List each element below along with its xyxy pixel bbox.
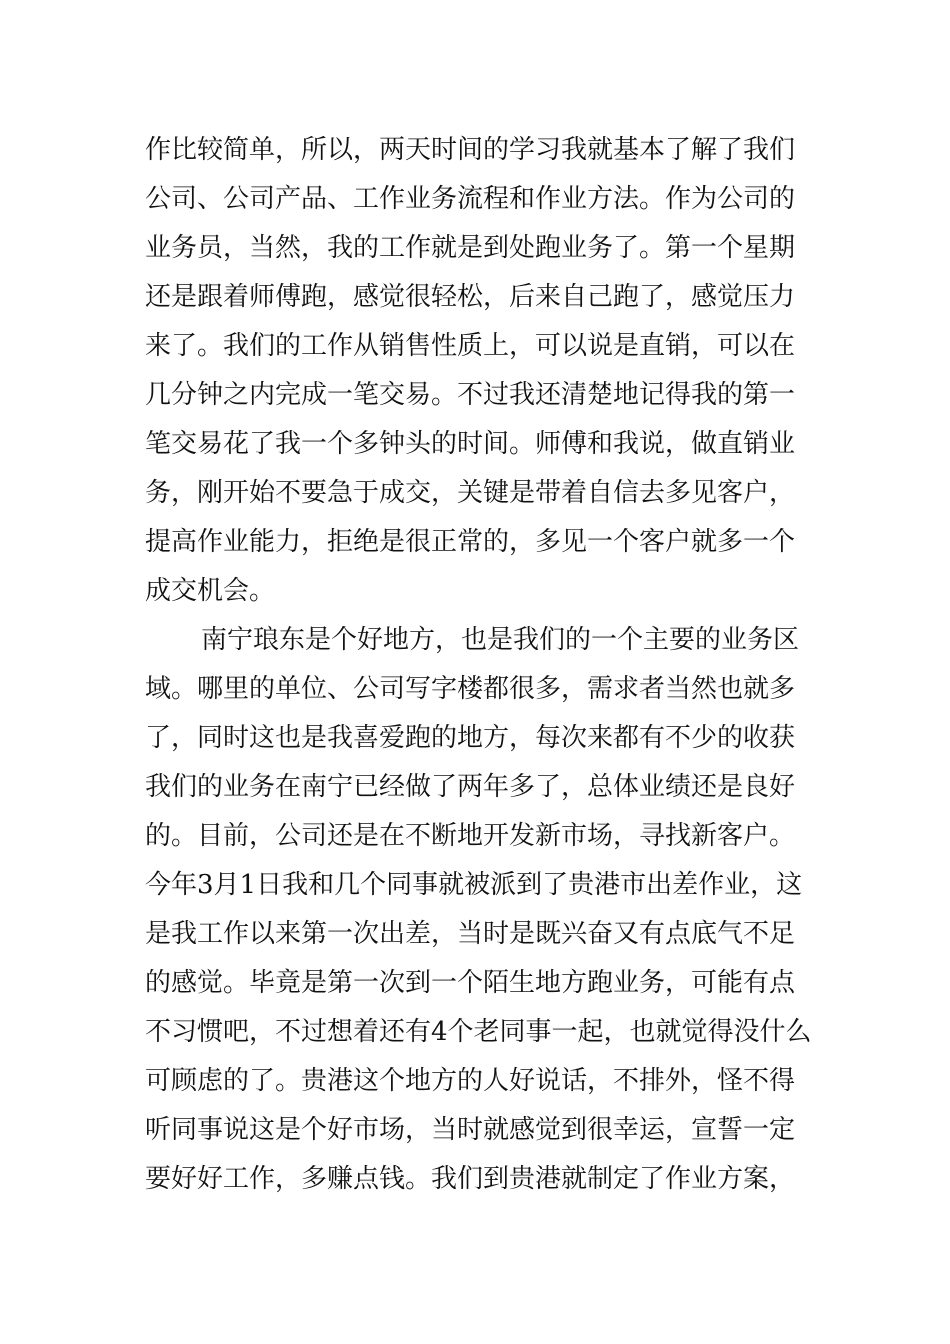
text-line: 的。目前，公司还是在不断地开发新市场，寻找新客户。 xyxy=(145,821,796,851)
text-line: 域。哪里的单位、公司写字楼都很多，需求者当然也就多 xyxy=(145,674,796,704)
text-line: 的感觉。毕竟是第一次到一个陌生地方跑业务，可能有点 xyxy=(145,968,796,998)
text-line: 来了。我们的工作从销售性质上，可以说是直销，可以在 xyxy=(145,331,796,361)
text-line: 业务员，当然，我的工作就是到处跑业务了。第一个星期 xyxy=(145,233,796,263)
text-line: 要好好工作，多赚点钱。我们到贵港就制定了作业方案， xyxy=(145,1164,796,1194)
text-line: 不习惯吧，不过想着还有4个老同事一起，也就觉得没什么 xyxy=(145,1017,812,1047)
text-line: 可顾虑的了。贵港这个地方的人好说话，不排外，怪不得 xyxy=(145,1066,796,1096)
text-line: 是我工作以来第一次出差，当时是既兴奋又有点底气不足 xyxy=(145,919,796,949)
text-line: 了，同时这也是我喜爱跑的地方，每次来都有不少的收获 xyxy=(145,723,796,753)
text-line: 务，刚开始不要急于成交，关键是带着自信去多见客户， xyxy=(145,478,796,508)
text-line: 成交机会。 xyxy=(145,576,276,606)
text-line: 笔交易花了我一个多钟头的时间。师傅和我说，做直销业 xyxy=(145,429,796,459)
text-line: 听同事说这是个好市场，当时就感觉到很幸运，宣誓一定 xyxy=(145,1115,796,1145)
body-text xyxy=(145,126,815,1204)
text-line: 我们的业务在南宁已经做了两年多了，总体业绩还是良好 xyxy=(145,772,796,802)
paragraph-first-line: 南宁琅东是个好地方，也是我们的一个主要的业务区 xyxy=(201,625,800,655)
text-line: 公司、公司产品、工作业务流程和作业方法。作为公司的 xyxy=(145,184,796,214)
text-line: 提高作业能力，拒绝是很正常的，多见一个客户就多一个 xyxy=(145,527,796,557)
text-line: 几分钟之内完成一笔交易。不过我还清楚地记得我的第一 xyxy=(145,380,796,410)
text-line: 今年3月1日我和几个同事就被派到了贵港市出差作业，这 xyxy=(145,870,803,900)
text-line: 还是跟着师傅跑，感觉很轻松，后来自己跑了，感觉压力 xyxy=(145,282,796,312)
text-line: 作比较简单，所以，两天时间的学习我就基本了解了我们 xyxy=(145,135,796,165)
